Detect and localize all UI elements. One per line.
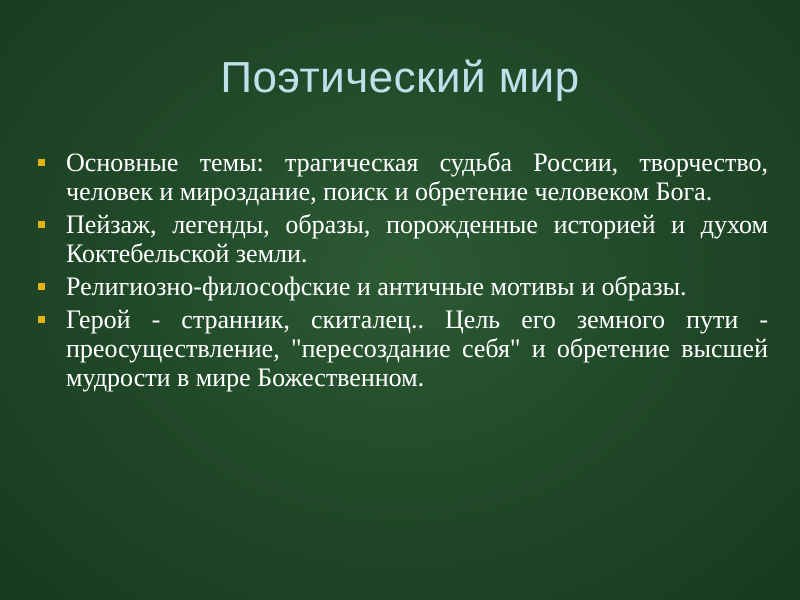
- bullet-text: Основные темы: трагическая судьба России, творчество, человек и мироздание, поиск и обретение человеком Бога.: [66, 148, 768, 206]
- bullet-item: [38, 272, 768, 301]
- bullet-item: [38, 210, 768, 268]
- bullet-square-icon: [38, 283, 45, 290]
- bullet-item: [38, 148, 768, 206]
- slide-title: Поэтический мир: [220, 53, 580, 102]
- bullet-item: [38, 305, 768, 392]
- bullet-square-icon: [38, 316, 45, 323]
- bullet-square-icon: [38, 221, 45, 228]
- bullet-text: Герой - странник, скиталец.. Цель его земного пути - преосуществление, "пересоздание себя" и обретение высшей мудрости в мире Божественном.: [66, 305, 768, 392]
- bullet-list: [38, 148, 768, 396]
- bullet-text: Пейзаж, легенды, образы, порожденные историей и духом Коктебельской земли.: [66, 210, 768, 268]
- bullet-square-icon: [38, 159, 45, 166]
- bullet-text: Религиозно-философские и античные мотивы и образы.: [66, 272, 687, 301]
